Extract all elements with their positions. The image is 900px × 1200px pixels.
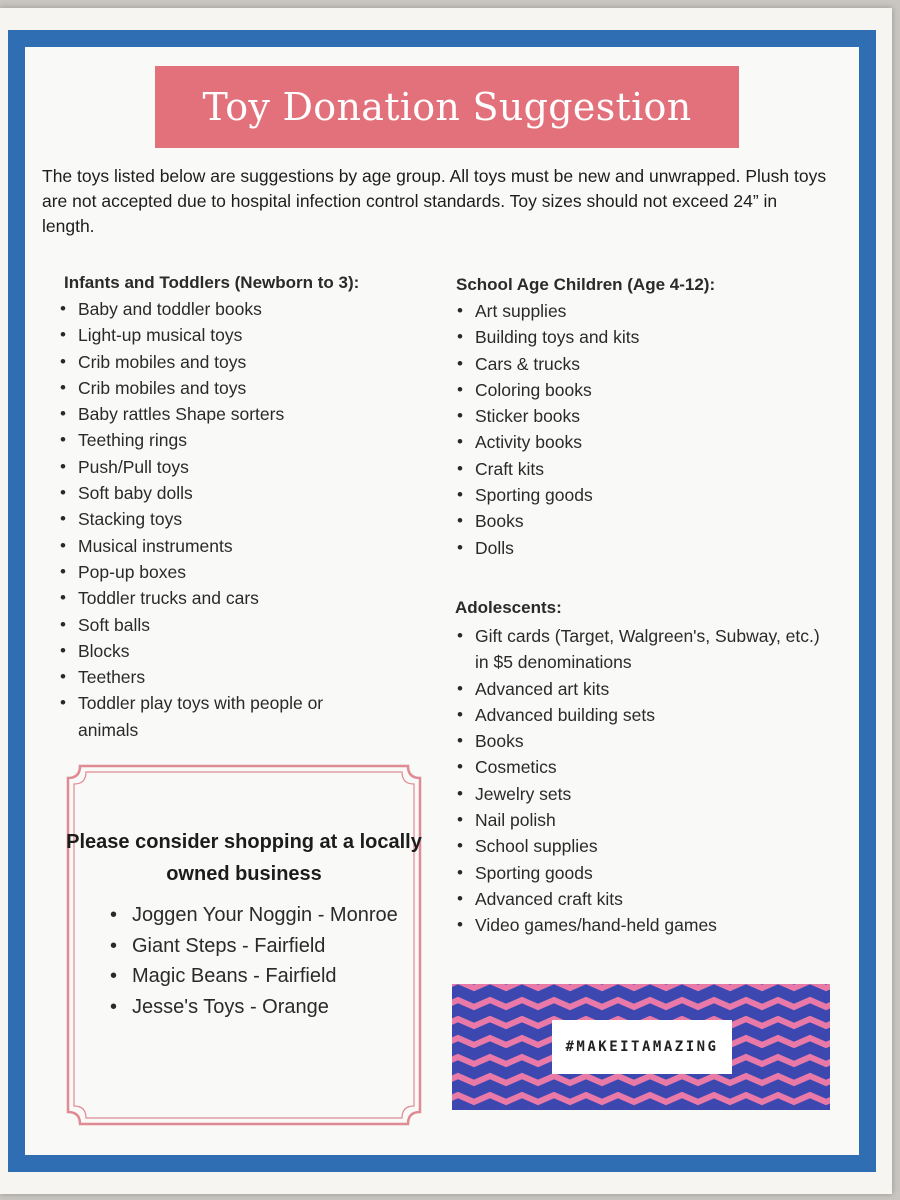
- list-item: • Crib mobiles and toys: [60, 349, 380, 375]
- list-item: • Jewelry sets: [457, 781, 837, 807]
- list-item: • Sporting goods: [457, 860, 837, 886]
- list-item: • Art supplies: [457, 298, 817, 324]
- list-item: • Push/Pull toys: [60, 454, 380, 480]
- list-item: • Toddler trucks and cars: [60, 585, 380, 611]
- store-list: [110, 900, 410, 1022]
- list-item: • Teething rings: [60, 427, 380, 453]
- list-item: • Video games/hand-held games: [457, 912, 837, 938]
- list-item: • Activity books: [457, 429, 817, 455]
- list-item: • Books: [457, 728, 837, 754]
- shopping-heading: Please consider shopping at a locally owned business: [66, 831, 422, 885]
- list-item: • Joggen Your Noggin - Monroe: [110, 900, 410, 931]
- list-item: • Cosmetics: [457, 754, 837, 780]
- list-item: • Toddler play toys with people or animals: [60, 690, 380, 743]
- list-item: • Building toys and kits: [457, 324, 817, 350]
- title-banner: [155, 66, 739, 148]
- list-item: • Light-up musical toys: [60, 322, 380, 348]
- list-item: • Gift cards (Target, Walgreen's, Subway, etc.) in $5 denominations: [457, 623, 837, 676]
- list-item: • Soft baby dolls: [60, 480, 380, 506]
- infants-heading: Infants and Toddlers (Newborn to 3):: [64, 273, 360, 292]
- page-title: Toy Donation Suggestion: [202, 85, 692, 129]
- list-item: • Sticker books: [457, 403, 817, 429]
- list-item: • Cars & trucks: [457, 351, 817, 377]
- infants-list: [60, 296, 380, 743]
- list-item: • Musical instruments: [60, 533, 380, 559]
- list-item: • Sporting goods: [457, 482, 817, 508]
- school-age-list: [457, 298, 817, 561]
- list-item: • Crib mobiles and toys: [60, 375, 380, 401]
- hashtag-text: #MAKEITAMAZING: [565, 1039, 719, 1055]
- local-shopping-box: [66, 764, 422, 1126]
- intro-paragraph: The toys listed below are suggestions by age group. All toys must be new and unwrapped. Plush toys are not accepted due to hospital infection control standards. Toy sizes should not exceed 24” in length.: [42, 166, 827, 236]
- list-item: • Baby and toddler books: [60, 296, 380, 322]
- list-item: • Advanced art kits: [457, 676, 837, 702]
- list-item: • Books: [457, 508, 817, 534]
- list-item: • Stacking toys: [60, 506, 380, 532]
- list-item: • Blocks: [60, 638, 380, 664]
- school-age-heading: School Age Children (Age 4-12):: [456, 275, 716, 294]
- list-item: • Dolls: [457, 535, 817, 561]
- list-item: • Craft kits: [457, 456, 817, 482]
- list-item: • Advanced building sets: [457, 702, 837, 728]
- list-item: • Advanced craft kits: [457, 886, 837, 912]
- list-item: • Magic Beans - Fairfield: [110, 961, 410, 992]
- adolescents-list: [457, 623, 837, 939]
- list-item: • Baby rattles Shape sorters: [60, 401, 380, 427]
- list-item: • Jesse's Toys - Orange: [110, 992, 410, 1023]
- list-item: • Teethers: [60, 664, 380, 690]
- list-item: • Giant Steps - Fairfield: [110, 931, 410, 962]
- make-it-amazing-banner: [452, 984, 830, 1110]
- hashtag-label-box: [552, 1020, 732, 1074]
- adolescents-heading: Adolescents:: [455, 598, 562, 617]
- list-item: • Nail polish: [457, 807, 837, 833]
- list-item: • Coloring books: [457, 377, 817, 403]
- list-item: • Soft balls: [60, 612, 380, 638]
- list-item: • School supplies: [457, 833, 837, 859]
- list-item: • Pop-up boxes: [60, 559, 380, 585]
